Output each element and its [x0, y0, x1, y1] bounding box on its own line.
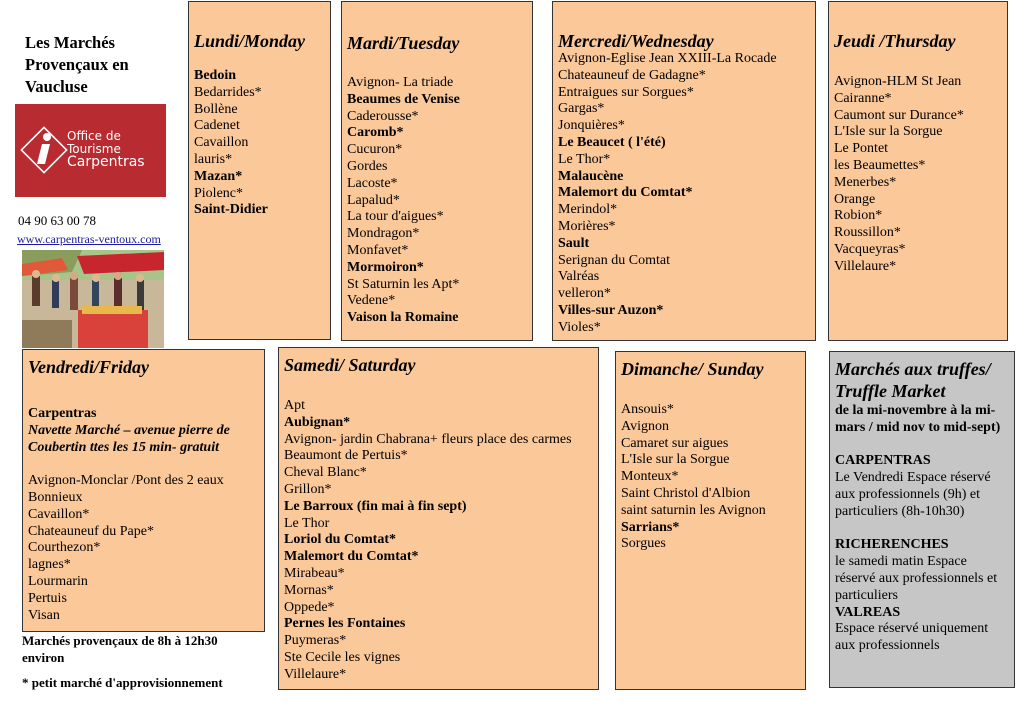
- market-item: Merindol*: [558, 202, 618, 218]
- hours-note-line2: environ: [22, 650, 65, 665]
- market-item: Cavaillon*: [28, 506, 90, 522]
- market-item: Entraigues sur Sorgues*: [558, 84, 694, 100]
- market-item: Piolenc*: [194, 185, 243, 201]
- market-item: velleron*: [558, 286, 611, 302]
- market-item: RICHERENCHES: [835, 537, 949, 553]
- logo-line1: Office de: [67, 129, 121, 143]
- spacer: [835, 521, 1000, 538]
- phone-number: 04 90 63 00 78: [18, 213, 96, 228]
- market-item: Lapalud*: [347, 192, 400, 208]
- spacer: [835, 437, 1000, 454]
- asterisk-legend: * petit marché d'approvisionnement: [22, 675, 223, 690]
- market-item: L'Isle sur la Sorgue: [621, 452, 730, 468]
- market-item: Caromb*: [347, 125, 404, 141]
- market-item: Cavaillon: [194, 135, 249, 151]
- logo-line3: Carpentras: [67, 154, 145, 170]
- market-item: Avignon- La triade: [347, 75, 454, 90]
- market-item: Sault: [558, 235, 590, 251]
- market-item: réservé aux professionnels et: [835, 570, 998, 586]
- market-item: lauris*: [194, 151, 233, 167]
- market-item: Gargas*: [558, 101, 605, 117]
- market-item: Aubignan*: [284, 414, 351, 430]
- brand-title-line3: Vaucluse: [25, 77, 88, 96]
- market-item: Jonquières*: [558, 118, 625, 134]
- market-item: Lacoste*: [347, 175, 398, 191]
- market-item: Vacqueyras*: [834, 241, 906, 257]
- market-item: Robion*: [834, 208, 883, 224]
- market-item: Mornas*: [284, 582, 334, 598]
- market-item: saint saturnin les Avignon: [621, 502, 766, 518]
- market-item: Avignon- jardin Chabrana+ fleurs place des carmes: [284, 431, 572, 447]
- market-item: Ste Cecile les vignes: [284, 649, 401, 665]
- truffle-markets: [835, 403, 1000, 655]
- market-item: Caumont sur Durance*: [834, 107, 964, 123]
- monday-box: [188, 1, 331, 340]
- market-item: le samedi matin Espace: [835, 554, 967, 570]
- market-item: Coubertin ttes les 15 min- gratuit: [28, 439, 219, 455]
- hours-note-line1: Marchés provençaux de 8h à 12h30: [22, 633, 218, 648]
- market-item: Chateauneuf de Gadagne*: [558, 67, 706, 83]
- market-item: Sarrians*: [621, 519, 680, 535]
- market-item: Beaumes de Venise: [347, 91, 460, 107]
- market-item: Bonnieux: [28, 489, 83, 505]
- wednesday-markets: [558, 51, 777, 337]
- market-item: La tour d'aigues*: [347, 209, 444, 225]
- market-item: Cheval Blanc*: [284, 465, 367, 481]
- market-item: Chateauneuf du Pape*: [28, 523, 154, 539]
- sunday-title: Dimanche/ Sunday: [621, 359, 764, 379]
- market-item: Courthezon*: [28, 540, 101, 556]
- market-item: Gordes: [347, 158, 388, 174]
- market-item: Le Barroux (fin mai à fin sept): [284, 498, 467, 514]
- thursday-markets: [834, 74, 964, 276]
- market-item: Apt: [284, 398, 305, 413]
- market-item: aux professionnels: [835, 638, 940, 654]
- truffle-title: [835, 358, 991, 402]
- friday-box: [22, 349, 265, 632]
- market-item: Loriol du Comtat*: [284, 532, 396, 548]
- market-item: Bedoin: [194, 68, 237, 83]
- market-item: Villelaure*: [284, 666, 347, 682]
- market-item: Vaison la Romaine: [347, 310, 459, 326]
- saturday-markets: [284, 398, 572, 684]
- market-item: Le Pontet: [834, 141, 889, 157]
- market-item: Menerbes*: [834, 174, 897, 190]
- market-item: Pertuis: [28, 590, 67, 606]
- market-item: L'Isle sur la Sorgue: [834, 124, 943, 140]
- market-item: Sorgues: [621, 536, 666, 552]
- sunday-markets: [621, 402, 766, 553]
- thursday-title: Jeudi /Thursday: [834, 31, 956, 51]
- wednesday-box: [552, 1, 816, 341]
- market-item: Avignon-Monclar /Pont des 2 eaux: [28, 473, 224, 489]
- market-item: lagnes*: [28, 557, 71, 573]
- spacer: [28, 456, 230, 473]
- market-item: Navette Marché – avenue pierre de: [28, 422, 230, 438]
- market-item: particuliers (8h-10h30): [835, 503, 965, 519]
- market-item: particuliers: [835, 587, 898, 603]
- market-item: Malemort du Comtat*: [284, 549, 419, 565]
- market-item: Mirabeau*: [284, 565, 345, 581]
- market-item: Cucuron*: [347, 142, 403, 158]
- market-stalls-image: [22, 250, 164, 348]
- market-item: Vedene*: [347, 293, 396, 309]
- market-item: Avignon: [621, 418, 669, 434]
- market-item: Mondragon*: [347, 226, 420, 242]
- website-link[interactable]: www.carpentras-ventoux.com: [17, 232, 161, 246]
- truffle-title-line1: Marchés aux truffes/: [835, 359, 991, 379]
- market-item: St Saturnin les Apt*: [347, 276, 460, 292]
- market-item: VALREAS: [835, 604, 901, 620]
- friday-markets: [28, 406, 230, 624]
- brand-title-line1: Les Marchés: [25, 33, 115, 52]
- market-item: Bedarrides*: [194, 84, 262, 100]
- monday-markets: [194, 68, 268, 219]
- market-item: mars / mid nov to mid-sept): [835, 419, 1001, 435]
- market-item: Le Thor: [284, 515, 330, 531]
- market-item: Villelaure*: [834, 258, 897, 274]
- market-item: Valréas: [558, 269, 600, 285]
- market-item: Le Beaucet ( l'été): [558, 134, 666, 150]
- market-item: Malaucène: [558, 168, 624, 184]
- market-item: Saint-Didier: [194, 202, 268, 218]
- tuesday-box: [341, 1, 533, 341]
- market-item: Cairanne*: [834, 90, 892, 106]
- market-item: Avignon-HLM St Jean: [834, 74, 962, 89]
- sunday-box: [615, 351, 806, 690]
- market-item: Cadenet: [194, 118, 240, 134]
- truffle-title-line2: Truffle Market: [835, 381, 946, 401]
- market-item: CARPENTRAS: [835, 453, 931, 469]
- market-item: Morières*: [558, 218, 616, 234]
- market-item: Monfavet*: [347, 242, 409, 258]
- market-item: Camaret sur aigues: [621, 435, 729, 451]
- saturday-title: Samedi/ Saturday: [284, 355, 416, 375]
- market-item: Carpentras: [28, 406, 97, 421]
- market-item: Visan: [28, 607, 60, 623]
- market-item: Le Vendredi Espace réservé: [835, 470, 991, 486]
- market-item: aux professionnels (9h) et: [835, 486, 981, 502]
- market-item: Mazan*: [194, 168, 243, 184]
- monday-title: Lundi/Monday: [194, 31, 306, 51]
- market-item: Pernes les Fontaines: [284, 616, 406, 632]
- market-item: de la mi-novembre à la mi-: [835, 403, 996, 418]
- market-item: Bollène: [194, 101, 238, 117]
- market-item: Mormoiron*: [347, 259, 424, 275]
- truffle-market-box: [829, 351, 1015, 688]
- brand-title: [25, 32, 129, 98]
- market-item: Grillon*: [284, 481, 332, 497]
- market-item: Oppede*: [284, 599, 335, 615]
- tourism-office-logo: [15, 104, 166, 197]
- tuesday-markets: [347, 75, 460, 327]
- market-item: Lourmarin: [28, 573, 88, 589]
- market-item: Villes-sur Auzon*: [558, 302, 664, 318]
- brand-title-line2: Provençaux en: [25, 55, 129, 74]
- market-photo: [22, 250, 164, 348]
- market-item: Roussillon*: [834, 225, 901, 241]
- market-item: Monteux*: [621, 469, 679, 485]
- market-item: Malemort du Comtat*: [558, 185, 693, 201]
- wednesday-title: Mercredi/Wednesday: [558, 31, 714, 51]
- friday-title: Vendredi/Friday: [28, 357, 150, 377]
- market-item: Puymeras*: [284, 633, 347, 649]
- market-item: Avignon-Eglise Jean XXIII-La Rocade: [558, 51, 777, 66]
- market-item: Beaumont de Pertuis*: [284, 448, 408, 464]
- market-item: Saint Christol d'Albion: [621, 485, 751, 501]
- market-item: les Beaumettes*: [834, 157, 926, 173]
- thursday-box: [828, 1, 1008, 341]
- tuesday-title: Mardi/Tuesday: [347, 33, 460, 53]
- market-item: Le Thor*: [558, 151, 611, 167]
- market-item: Espace réservé uniquement: [835, 621, 989, 637]
- market-item: Orange: [834, 191, 876, 207]
- market-item: Violes*: [558, 319, 601, 335]
- market-item: Ansouis*: [621, 402, 674, 417]
- saturday-box: [278, 347, 599, 690]
- market-item: Serignan du Comtat: [558, 252, 670, 268]
- market-item: Caderousse*: [347, 108, 419, 124]
- footnotes: [22, 632, 272, 691]
- logo-line2: Tourisme: [67, 142, 121, 156]
